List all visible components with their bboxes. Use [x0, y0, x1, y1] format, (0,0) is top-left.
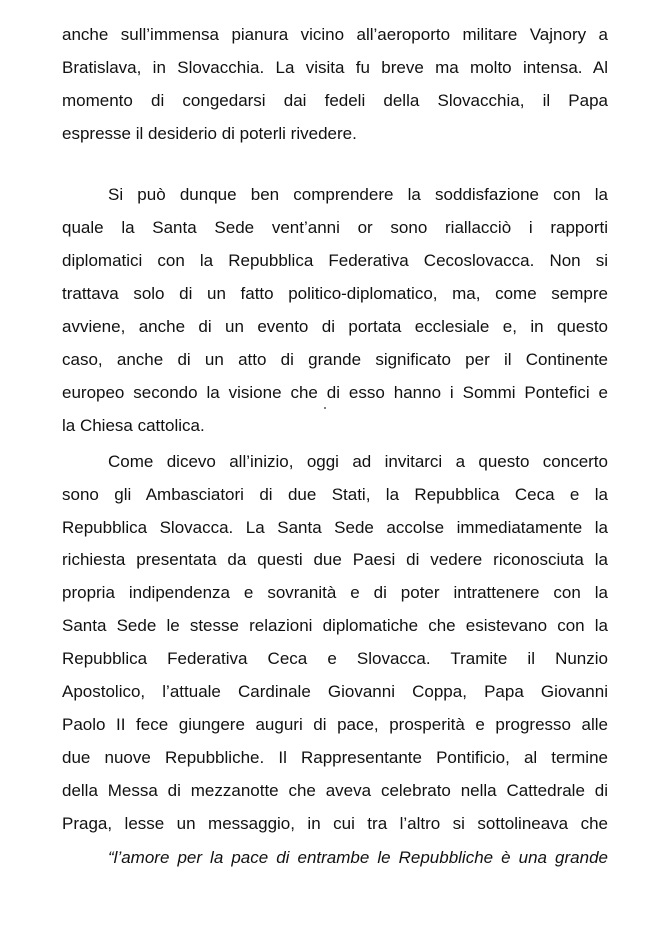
text-line-7: diplomatici con la Repubblica Federativa Cecoslovacca. Non si [62, 251, 608, 270]
scan-speck [324, 407, 326, 409]
text-line-3: momento di congedarsi dai fedeli della Slovacchia, il Papa [62, 91, 608, 110]
text-line-8: trattava solo di un fatto politico-diplomatico, ma, come sempre [62, 284, 608, 303]
text-line-22: due nuove Repubbliche. Il Rappresentante Pontificio, al termine [62, 748, 608, 767]
text-line-1: anche sull’immensa pianura vicino all’aeroporto militare Vajnory a [62, 25, 608, 44]
text-line-21: Paolo II fece giungere auguri di pace, prosperità e progresso alle [62, 715, 608, 734]
text-line-24: Praga, lesse un messaggio, in cui tra l’altro si sottolineava che [62, 814, 608, 833]
text-line-4: espresse il desiderio di poterli rivedere. [62, 124, 357, 143]
text-line-19: Repubblica Federativa Ceca e Slovacca. Tramite il Nunzio [62, 649, 608, 668]
text-line-23: della Messa di mezzanotte che aveva celebrato nella Cattedrale di [62, 781, 608, 800]
text-line-12: la Chiesa cattolica. [62, 416, 205, 435]
text-line-14: sono gli Ambasciatori di due Stati, la Repubblica Ceca e la [62, 485, 608, 504]
text-line-5: Si può dunque ben comprendere la soddisfazione con la [108, 185, 608, 204]
text-line-15: Repubblica Slovacca. La Santa Sede accolse immediatamente la [62, 518, 608, 537]
text-line-10: caso, anche di un atto di grande significato per il Continente [62, 350, 608, 369]
text-line-11: europeo secondo la visione che di esso hanno i Sommi Pontefici e [62, 383, 608, 402]
text-line-17: propria indipendenza e sovranità e di poter intrattenere con la [62, 583, 608, 602]
text-line-2: Bratislava, in Slovacchia. La visita fu breve ma molto intensa. Al [62, 58, 608, 77]
text-line-18: Santa Sede le stesse relazioni diplomatiche che esistevano con la [62, 616, 608, 635]
text-line-20: Apostolico, l’attuale Cardinale Giovanni Coppa, Papa Giovanni [62, 682, 608, 701]
text-line-16: richiesta presentata da questi due Paesi di vedere riconosciuta la [62, 550, 608, 569]
text-line-13: Come dicevo all’inizio, oggi ad invitarci a questo concerto [108, 452, 608, 471]
text-line-6: quale la Santa Sede vent’anni or sono riallacciò i rapporti [62, 218, 608, 237]
text-line-25-quote: “l’amore per la pace di entrambe le Repubbliche è una grande [108, 848, 608, 867]
text-line-9: avviene, anche di un evento di portata ecclesiale e, in questo [62, 317, 608, 336]
